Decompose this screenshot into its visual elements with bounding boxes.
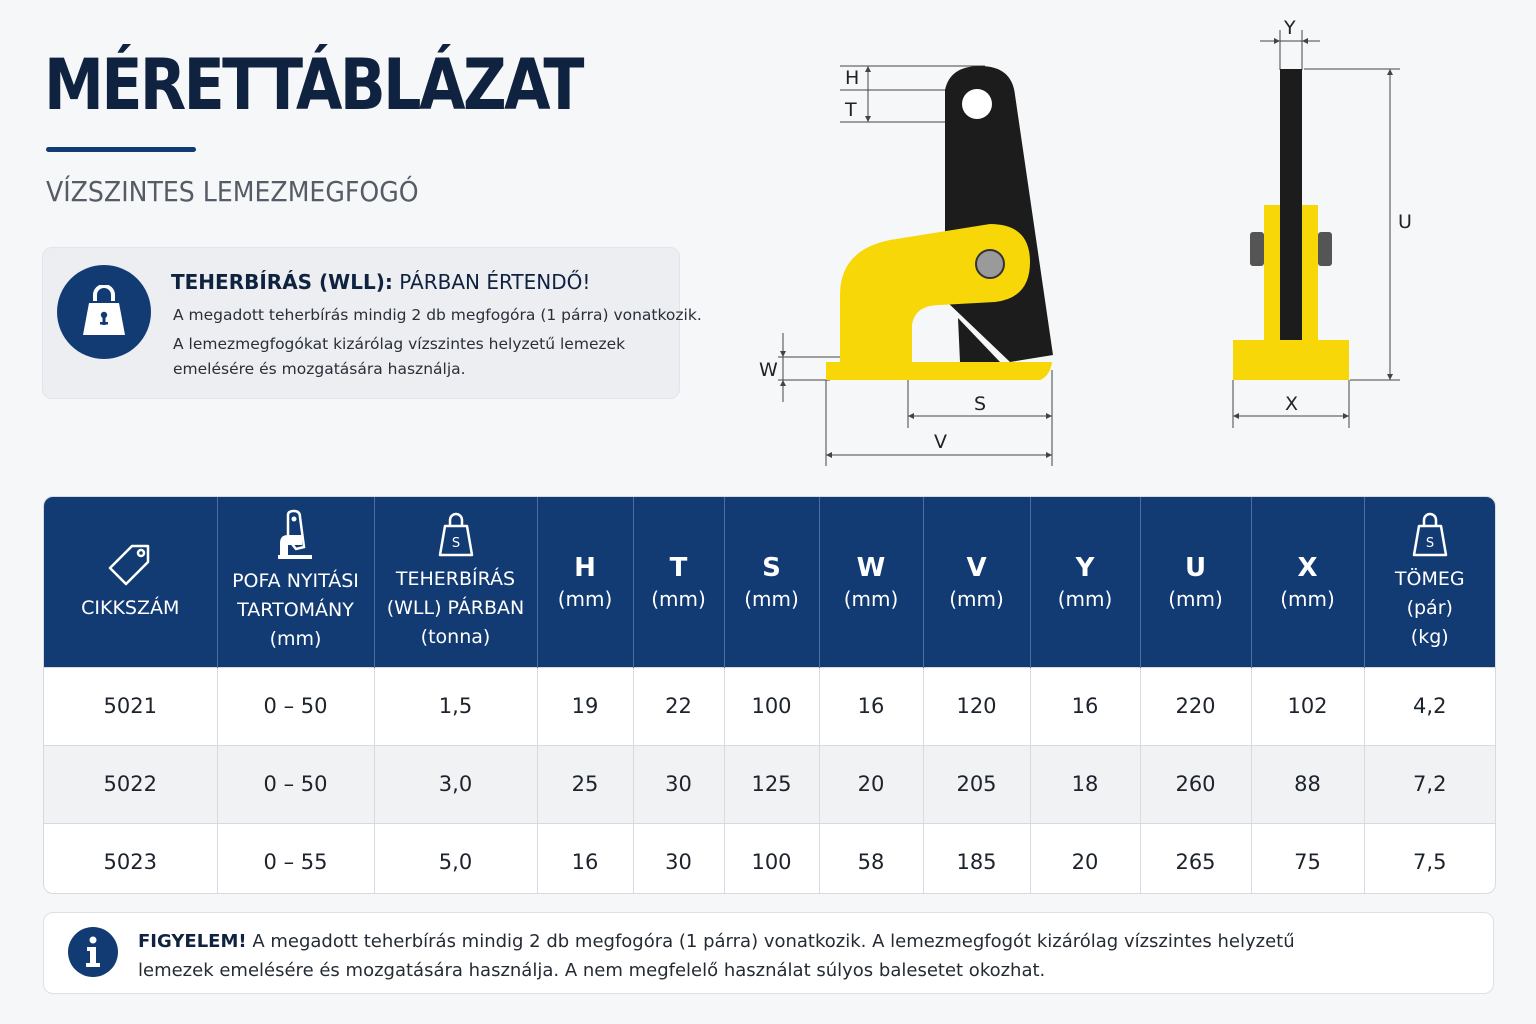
wll-heading-bold: TEHERBÍRÁS (WLL): <box>171 270 393 294</box>
note-body: A megadott teherbírás mindig 2 db megfogóra (1 párra) vonatkozik. A lemezmegfogót kizárólag vízszintes helyzetű lemezek emelésére és mozgatására használja. A nem megfelelő használat súlyos balesetet okozhat. <box>138 931 1295 981</box>
header-unit: (mm) <box>843 586 899 611</box>
warning-note <box>43 912 1494 994</box>
header-label: TARTOMÁNY <box>237 599 354 622</box>
cell-w: 58 <box>819 823 923 894</box>
cell-weight: 7,2 <box>1364 745 1495 823</box>
cell-wll: 3,0 <box>374 745 537 823</box>
cell-y: 18 <box>1030 745 1140 823</box>
cell-u: 260 <box>1140 745 1251 823</box>
cell-w: 20 <box>819 745 923 823</box>
cell-jaw-range: 0 – 50 <box>217 745 374 823</box>
dim-label-x: X <box>1285 393 1299 415</box>
header-letter: U <box>1184 552 1207 583</box>
header-label: (kg) <box>1410 626 1449 649</box>
header-weight <box>1364 497 1495 667</box>
header-letter: X <box>1297 552 1318 583</box>
cell-w: 16 <box>819 667 923 745</box>
cell-s: 125 <box>724 745 819 823</box>
header-label: CIKKSZÁM <box>81 597 180 620</box>
cell-x: 88 <box>1251 745 1364 823</box>
header-wll <box>374 497 537 667</box>
cell-v: 185 <box>923 823 1030 894</box>
header-t <box>633 497 724 667</box>
header-jaw-range <box>217 497 374 667</box>
header-x <box>1251 497 1364 667</box>
header-h <box>537 497 633 667</box>
cell-t: 30 <box>633 823 724 894</box>
cell-y: 20 <box>1030 823 1140 894</box>
cell-v: 120 <box>923 667 1030 745</box>
clamp-dimension-diagram <box>740 10 1440 480</box>
clamp-icon <box>274 509 318 561</box>
dim-label-u: U <box>1398 211 1412 233</box>
dim-label-s: S <box>974 393 987 415</box>
page-subtitle: VÍZSZINTES LEMEZMEGFOGÓ <box>46 175 419 208</box>
svg-text:S: S <box>1425 536 1434 552</box>
cell-h: 16 <box>537 823 633 894</box>
cell-wll: 1,5 <box>374 667 537 745</box>
cell-x: 75 <box>1251 823 1364 894</box>
cell-u: 220 <box>1140 667 1251 745</box>
wll-line-1: A megadott teherbírás mindig 2 db megfogóra (1 párra) vonatkozik. <box>173 306 702 324</box>
cell-h: 19 <box>537 667 633 745</box>
header-unit: (mm) <box>744 586 799 611</box>
header-letter: Y <box>1075 552 1095 583</box>
cell-u: 265 <box>1140 823 1251 894</box>
dim-label-y: Y <box>1284 17 1296 39</box>
wll-heading-rest: PÁRBAN ÉRTENDŐ! <box>392 270 591 294</box>
weight-icon <box>436 511 476 559</box>
header-s <box>724 497 819 667</box>
header-unit: (mm) <box>1280 586 1335 611</box>
header-v <box>923 497 1030 667</box>
cell-s: 100 <box>724 667 819 745</box>
cell-wll: 5,0 <box>374 823 537 894</box>
clamp-body <box>826 362 1052 380</box>
cell-s: 100 <box>724 823 819 894</box>
dim-label-h: H <box>845 67 860 89</box>
title-underline <box>46 147 196 152</box>
clamp-jaw-plate <box>945 66 1053 362</box>
table-row <box>44 745 1495 823</box>
cell-article-number: 5022 <box>44 745 217 823</box>
weight-icon <box>1410 511 1450 559</box>
header-unit: (mm) <box>1168 586 1223 611</box>
header-unit: (mm) <box>557 586 613 611</box>
cell-v: 205 <box>923 745 1030 823</box>
dim-label-t: T <box>845 99 857 121</box>
wll-line-3: emelésére és mozgatására használja. <box>173 360 466 378</box>
wll-line-2: A lemezmegfogókat kizárólag vízszintes helyzetű lemezek <box>173 335 626 353</box>
note-text <box>138 927 1318 985</box>
header-u <box>1140 497 1251 667</box>
cell-article-number: 5023 <box>44 823 217 894</box>
dim-label-w: W <box>759 359 778 381</box>
header-article-number <box>44 497 217 667</box>
header-label: TEHERBÍRÁS <box>395 568 516 591</box>
page-title: MÉRETTÁBLÁZAT <box>44 44 582 126</box>
cell-weight: 7,5 <box>1364 823 1495 894</box>
header-unit: (mm) <box>1057 586 1113 611</box>
note-bold: FIGYELEM! <box>138 931 247 952</box>
header-unit: (mm) <box>949 586 1004 611</box>
header-letter: S <box>762 552 781 583</box>
header-label: (tonna) <box>420 626 491 649</box>
size-table <box>43 496 1496 894</box>
header-w <box>819 497 923 667</box>
cell-article-number: 5021 <box>44 667 217 745</box>
cell-weight: 4,2 <box>1364 667 1495 745</box>
table-row <box>44 823 1495 894</box>
header-y <box>1030 497 1140 667</box>
header-label: (pár) <box>1406 597 1453 620</box>
price-tag-icon <box>106 540 154 588</box>
table-row <box>44 667 1495 745</box>
header-unit: (mm) <box>651 586 706 611</box>
header-label: POFA NYITÁSI <box>232 570 359 593</box>
cell-x: 102 <box>1251 667 1364 745</box>
svg-text:S: S <box>451 536 460 552</box>
header-label: (WLL) PÁRBAN <box>386 597 525 620</box>
table-header-row <box>44 497 1495 667</box>
header-letter: H <box>574 552 596 583</box>
cell-h: 25 <box>537 745 633 823</box>
cell-t: 30 <box>633 745 724 823</box>
cell-jaw-range: 0 – 50 <box>217 667 374 745</box>
wll-info-box <box>42 247 702 399</box>
info-icon <box>68 927 118 977</box>
wll-heading <box>171 270 590 294</box>
header-label: (mm) <box>269 628 322 651</box>
cell-t: 22 <box>633 667 724 745</box>
dim-label-v: V <box>934 431 947 453</box>
header-letter: V <box>966 552 987 583</box>
header-letter: T <box>669 552 688 583</box>
header-letter: W <box>856 552 886 583</box>
header-label: TÖMEG <box>1394 568 1465 591</box>
cell-jaw-range: 0 – 55 <box>217 823 374 894</box>
cell-y: 16 <box>1030 667 1140 745</box>
weight-lock-icon <box>57 265 151 359</box>
